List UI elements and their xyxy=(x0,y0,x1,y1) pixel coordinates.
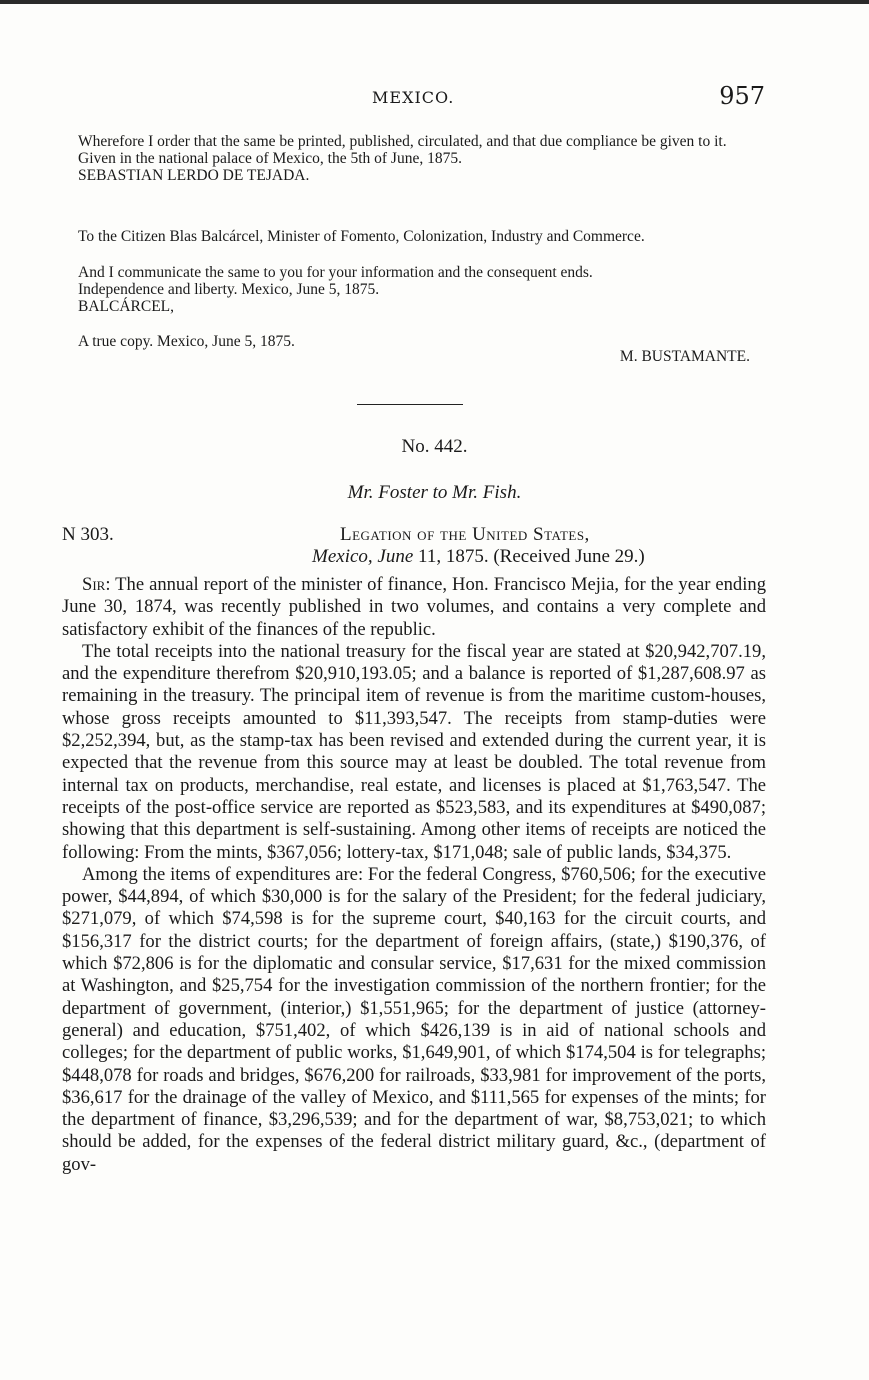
given-text: Given in the national palace of Mexico, the 5th of June, 1875. xyxy=(78,150,462,167)
dispatch-place-date xyxy=(312,546,645,568)
signer-lerdo: SEBASTIAN LERDO DE TEJADA. xyxy=(78,167,310,184)
running-head: MEXICO. xyxy=(372,88,455,107)
addressee-block xyxy=(78,228,766,245)
dispatch-date: 11, 1875. (Received June 29.) xyxy=(413,546,645,567)
addressee-text: To the Citizen Blas Balcárcel, Minister of Fomento, Colonization, Industry and Commerce. xyxy=(78,228,645,245)
paragraph-1-text: : The annual report of the minister of finance, Hon. Francisco Mejia, for the year ending June 30, 1874, was recently published in two volumes, and contains a very complete and satisfactory exhibit of the finances of the republic. xyxy=(62,574,766,640)
dispatch-number: N 303. xyxy=(62,524,114,545)
document-number: No. 442. xyxy=(401,436,468,457)
order-text: Wherefore I order that the same be printed, published, circulated, and that due compliance be given to it. xyxy=(78,133,727,150)
page-number: 957 xyxy=(719,82,765,110)
salutation: Sir xyxy=(82,574,106,595)
true-copy-line: A true copy. Mexico, June 5, 1875. xyxy=(78,333,295,350)
dispatch-place: Mexico, June xyxy=(312,546,414,567)
decree-closing xyxy=(78,133,766,184)
letter-body xyxy=(62,574,766,1176)
page-header xyxy=(0,82,869,116)
paragraph-3: Among the items of expenditures are: For the federal Congress, $760,506; for the executive power, $44,894, of which $30,000 is for the salary of the President; for the federal judiciary, $271,079, of which $74,598 is for the supreme court, $40,163 for the circuit courts, and $156,317 for the district courts; for the department of foreign affairs, (state,) $190,376, of which $72,806 is for the diplomatic and consular service, $17,631 for the mixed commission at Washington, and $25,754 for the investigation commission of the northern frontier; for the department of government, (interior,) $1,551,965; for the department of justice (attorney-general) and education, $751,402, of which $426,139 is in aid of national schools and colleges; for the department of public works, $1,649,901, of which $174,504 is for telegraphs; $448,078 for roads and bridges, $676,200 for railroads, $33,981 for improvement of the ports, $36,617 for the drainage of the valley of Mexico, and $111,565 for expenses of the mints; for the department of finance, $3,296,539; and for the department of war, $8,753,021; to which should be added, for the expenses of the federal district military guard, &c., (department of gov- xyxy=(62,863,766,1175)
dispatch-heading xyxy=(62,524,752,574)
independence-text: Independence and liberty. Mexico, June 5, 1875. xyxy=(78,281,380,298)
paragraph-2: The total receipts into the national treasury for the fiscal year are stated at $20,942,707.19, and the expenditure therefrom $20,910,193.05; and a balance is reported of $1,287,608.97 as remaining in the treasury. The principal item of revenue is from the maritime custom-houses, whose gross receipts amounted to $11,393,547. The receipts from stamp-duties were $2,252,394, but, as the stamp-tax has been revised and extended during the current year, it is expected that the revenue from this source may at least be doubled. The total revenue from internal tax on products, merchandise, real estate, and licenses is placed at $1,763,547. The receipts of the post-office service are reported as $523,583, and its expenditures at $490,087; showing that this department is self-sustaining. Among other items of receipts are noticed the following: From the mints, $367,056; lottery-tax, $171,048; sale of public lands, $34,375. xyxy=(62,640,766,863)
legation-name: Legation of the United States, xyxy=(340,524,590,545)
signer-bustamante: M. BUSTAMANTE. xyxy=(619,348,750,365)
section-divider xyxy=(357,404,463,405)
page-top-edge xyxy=(0,0,869,4)
signer-balcarcel: BALCÁRCEL, xyxy=(78,298,175,315)
document-title: Mr. Foster to Mr. Fish. xyxy=(347,482,522,503)
paragraph-1 xyxy=(62,574,766,641)
communicate-text: And I communicate the same to you for your information and the consequent ends. xyxy=(78,264,593,281)
communication-block xyxy=(78,264,766,315)
